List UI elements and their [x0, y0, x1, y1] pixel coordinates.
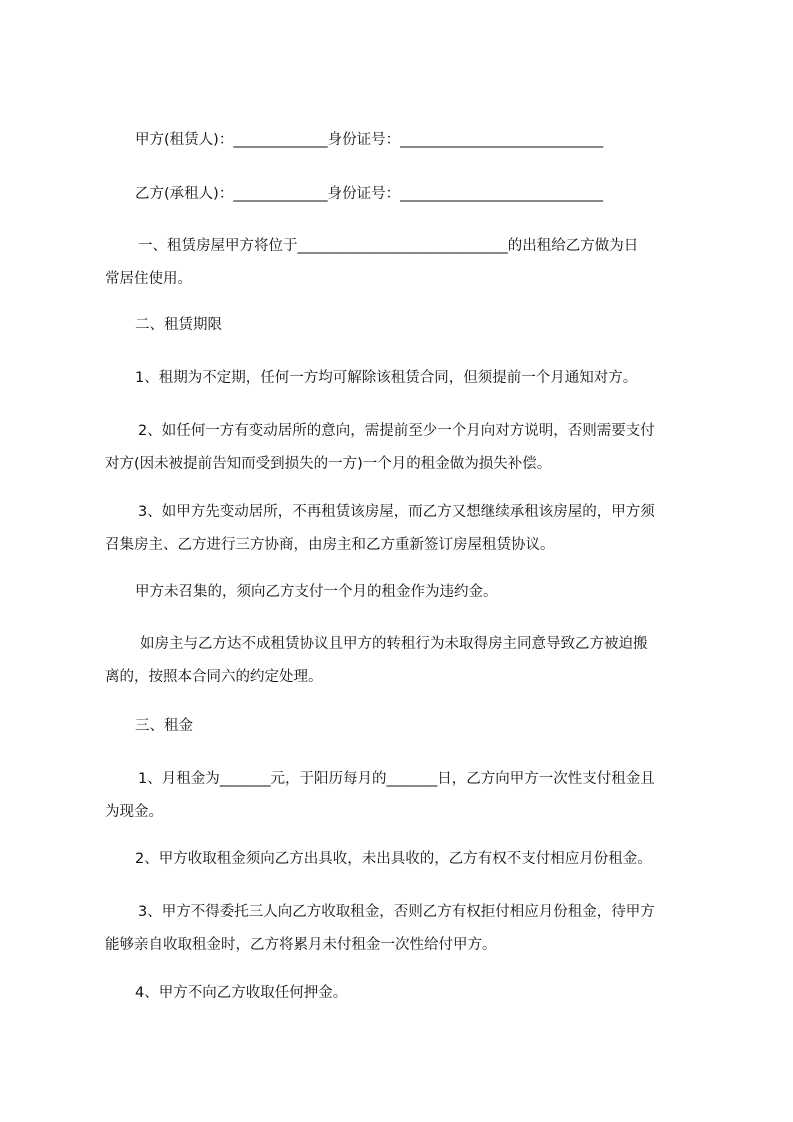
term-clause-3-sublease: 如房主与乙方达不成租赁协议且甲方的转租行为未取得房主同意导致乙方被迫搬 离的，按照本合同六的约定处理。 [105, 636, 648, 685]
term-clause-3-penalty: 甲方未召集的，须向乙方支付一个月的租金作为违约金。 [135, 584, 498, 600]
term-clause-2: 2、如任何一方有变动居所的意向，需提前至少一个月向对方说明，否则需要支付 对方(因未被提前告知而受到损失的一方)一个月的租金做为损失补偿。 [105, 423, 655, 472]
section-2-heading: 二、租赁期限 [135, 317, 222, 333]
section-3-heading: 三、租金 [135, 718, 193, 734]
rent-clause-2: 2、甲方收取租金须向乙方出具收，未出具收的，乙方有权不支付相应月份租金。 [135, 851, 652, 867]
rent-clause-1: 1、月租金为_______元，于阳历每月的_______日，乙方向甲方一次性支付租金且 为现金。 [105, 771, 655, 820]
rent-clause-3: 3、甲方不得委托三人向乙方收取租金，否则乙方有权拒付相应月份租金，待甲方 能够亲自收取租金时，乙方将累月未付租金一次性给付甲方。 [105, 904, 655, 953]
term-clause-3: 3、如甲方先变动居所，不再租赁该房屋，而乙方又想继续承租该房屋的，甲方须 召集房主、乙方进行三方协商，由房主和乙方重新签订房屋租赁协议。 [105, 504, 655, 553]
term-clause-1: 1、租期为不定期，任何一方均可解除该租赁合同，但须提前一个月通知对方。 [135, 370, 638, 386]
party-a-line: 甲方(租赁人)：_____________身份证号：____________________________ [135, 132, 604, 148]
party-b-line: 乙方(承租人)：_____________身份证号：____________________________ [135, 186, 604, 202]
section-1: 一、租赁房屋甲方将位于_____________________________的出租给乙方做为日 常居住使用。 [105, 238, 639, 287]
rent-clause-4: 4、甲方不向乙方收取任何押金。 [135, 985, 348, 1001]
